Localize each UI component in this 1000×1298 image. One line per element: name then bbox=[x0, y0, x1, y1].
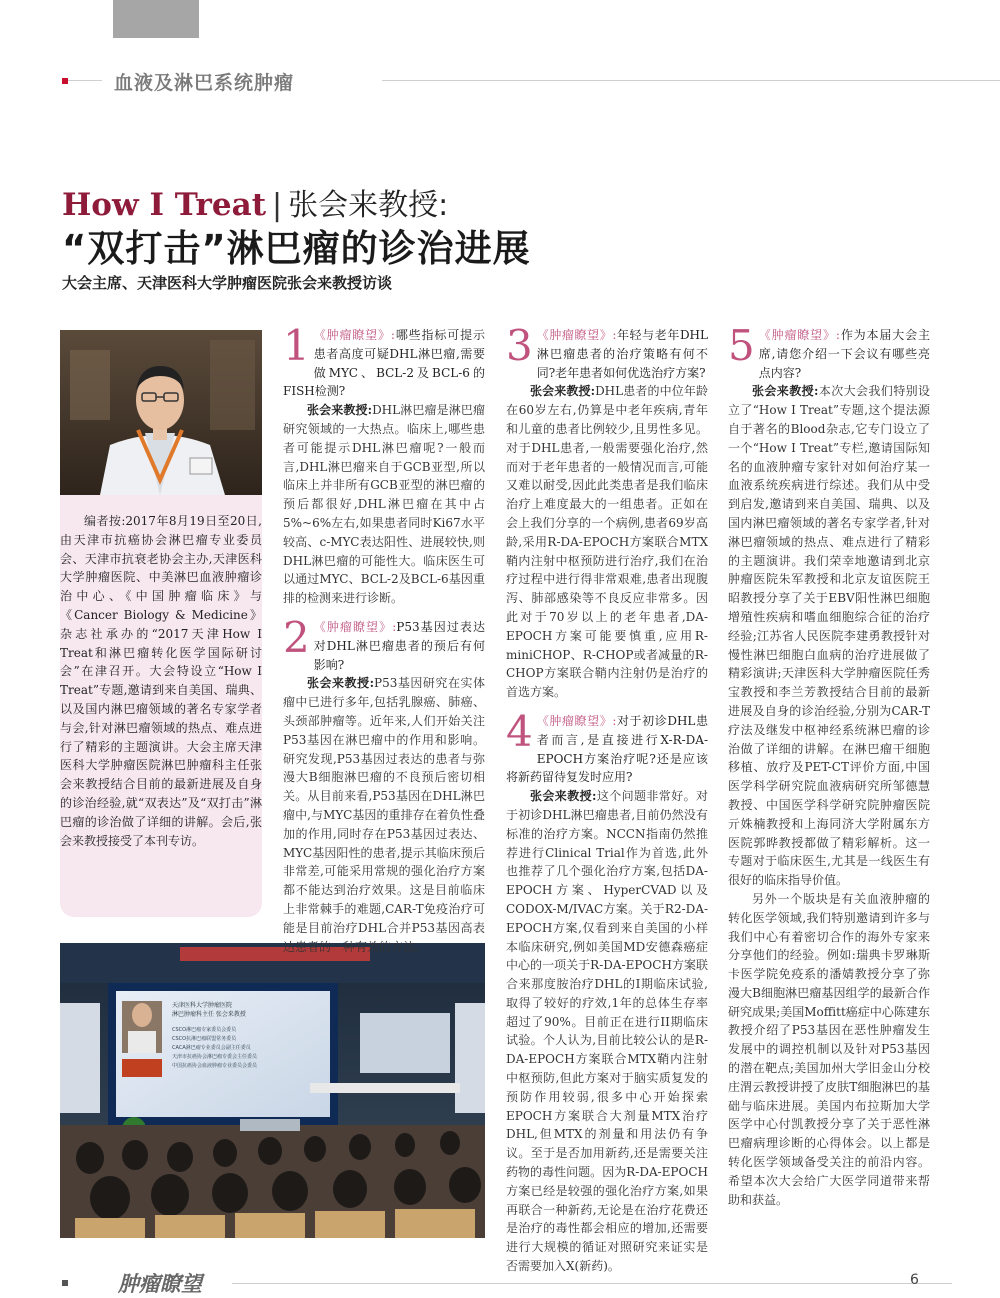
section-header bbox=[62, 66, 1000, 96]
answer-text: 这个问题非常好。对于初诊DHL淋巴瘤患者,目前仍然没有标准的治疗方案。NCCN指南仍然推荐进行Clinical Trial作为首选,此外也推荐了几个强化治疗方案,包括DA-EPOCH方案、HyperCVAD以及CODOX-M/IVAC方案。关于R2-DA-EPOCH方案,仅看到来自美国的小样本临床研究,例如美国MD安德森癌症中心的一项关于R-DA-EPOCH方案联合来那度胺治疗DHL的I期临床试验,取得了较好的疗效,1年的总体生存率超过了90%。目前正在进行II期临床试验。个人认为,目前比较公认的是R-DA-EPOCH方案联合MTX鞘内注射中枢预防,但此方案对于脑实质复发的预防作用较弱,很多中心开始探索EPOCH方案联合大剂量MTX治疗DHL,但MTX的剂量和用法仍有争议。至于是否加用新药,还是需要关注药物的毒性问题。因为R-DA-EPOCH方案已经是较强的强化治疗方案,如果再联合一种新药,无论是在治疗花费还是治疗的毒性都会相应的增加,还需要进行大规模的循证对照研究来证实是否需要加入X(新药)。 bbox=[506, 789, 708, 1274]
section-title: 血液及淋巴系统肿瘤 bbox=[114, 72, 295, 94]
answer-text: DHL淋巴瘤是淋巴瘤研究领域的一大热点。临床上,哪些患者可能提示DHL淋巴瘤呢?一般而言,DHL淋巴瘤来自于GCB亚型,所以临床上并非所有GCB亚型的淋巴瘤的预后都很好,DHL淋巴瘤在其中占5%~6%左右,如果患者同时Ki67水平较高、c-MYC表达阳性、进展较快,则DHL淋巴瘤的可能性大。临床医生可以通过MYC、BCL-2及BCL-6基因重排的检测来进行诊断。 bbox=[283, 403, 485, 606]
question-number: 1 bbox=[283, 321, 310, 370]
footer-brand: 肿瘤瞭望 bbox=[118, 1272, 202, 1296]
question-3 bbox=[506, 321, 708, 382]
question-text: 年轻与老年DHL淋巴瘤患者的治疗策略有何不同?老年患者如何优选治疗方案? bbox=[536, 328, 708, 380]
answer-1 bbox=[283, 401, 485, 608]
answer-label: 张会来教授: bbox=[307, 403, 373, 418]
header-bullet-icon bbox=[62, 78, 68, 84]
answer-5-continued: 另外一个版块是有关血液肿瘤的转化医学领域,我们特别邀请到许多与我们中心有着密切合作的海外专家来分享他们的经验。例如:瑞典卡罗琳斯卡医学院免疫系的潘婧教授分享了弥漫大B细胞淋巴瘤基因组学的最新合作研究成果;美国Moffitt癌症中心陈建东教授介绍了P53基因在恶性肿瘤发生发展中的调控机制以及针对P53基因的潜在靶点;美国加州大学旧金山分校庄渭云教授讲授了皮肤T细胞淋巴的基础与临床进展。美国内布拉斯加大学医学中心付凯教授分享了关于恶性淋巴瘤病理诊断的心得体会。以上都是转化医学领域备受关注的前沿内容。希望本次大会给广大医学同道带来帮助和获益。 bbox=[728, 891, 930, 1207]
title-line-2: “双打击”淋巴瘤的诊治进展 bbox=[62, 227, 531, 270]
portrait-photo bbox=[60, 330, 262, 495]
question-tag: 《肿瘤瞭望》: bbox=[536, 713, 617, 728]
title-speaker: 张会来教授: bbox=[288, 188, 449, 223]
answer-label: 张会来教授: bbox=[530, 789, 597, 804]
slide-bullet: CSCO淋巴瘤专家委员会委员 bbox=[172, 1027, 237, 1033]
title-english: How I Treat bbox=[62, 187, 267, 223]
question-1 bbox=[283, 321, 485, 401]
slide-title-1: 天津医科大学肿瘤医院 bbox=[172, 1002, 233, 1009]
title-separator: | bbox=[272, 188, 283, 223]
answer-text: DHL患者的中位年龄在60岁左右,仍算是中老年疾病,青年和儿童的患者比例较少,且男性多见。对于DHL患者,一般需要强化治疗,然而对于老年患者的一般情况而言,可能又难以耐受,因此此类患者是我们临床治疗上难度最大的一组患者。正如在会上我们分享的一个病例,患者69岁高龄,采用R-DA-EPOCH方案联合MTX鞘内注射中枢预防进行治疗,我们在治疗过程中进行得非常艰难,患者出现腹泻、肺部感染等不良反应非常多。因此对于70岁以上的老年患者,DA-EPOCH方案可能要慎重,应用R-miniCHOP、R-CHOP或者减量的R-CHOP方案联合鞘内注射仍是治疗的首选方案。 bbox=[506, 384, 708, 700]
question-tag: 《肿瘤瞭望》: bbox=[536, 328, 617, 342]
slide-title-2: 淋巴肿瘤科主任 张会来教授 bbox=[172, 1011, 246, 1018]
question-number: 4 bbox=[506, 706, 533, 756]
qa-column-3 bbox=[728, 321, 930, 1209]
question-text: 对于初诊DHL患者而言,是直接进行X-R-DA-EPOCH方案治疗呢?还是应该将新药留待复发时应用? bbox=[506, 713, 708, 785]
question-number: 3 bbox=[506, 321, 533, 370]
event-photo bbox=[60, 943, 485, 1238]
answer-3 bbox=[506, 382, 708, 702]
question-text: 作为本届大会主席,请您介绍一下会议有哪些亮点内容? bbox=[758, 328, 930, 380]
answer-label: 张会来教授: bbox=[530, 384, 596, 399]
answer-label: 张会来教授: bbox=[752, 384, 819, 399]
subtitle: 大会主席、天津医科大学肿瘤医院张会来教授访谈 bbox=[62, 274, 393, 292]
slide-bullet: 中国抗癌协会血液肿瘤专业委员会委员 bbox=[172, 1063, 258, 1069]
slide-bullet: CACA淋巴瘤专业委员会副主任委员 bbox=[172, 1045, 251, 1051]
answer-text: 本次大会我们特别设立了“How I Treat”专题,这个提法源自于著名的Blood杂志,它专门设立了一个“How I Treat”专栏,邀请国际知名的血液肿瘤专家针对如何治疗某一血液系统疾病进行综述。我们从中受到启发,邀请到来自美国、瑞典、以及国内淋巴瘤领域的著名专家学者,针对淋巴瘤领域的热点、难点进行了精彩的主题演讲。我们荣幸地邀请到北京肿瘤医院朱军教授和北京友谊医院王昭教授分享了关于EBV阳性淋巴细胞增殖性疾病和嗜血细胞综合征的治疗经验;江苏省人民医院李建勇教授针对慢性淋巴细胞白血病的治疗进展做了精彩演讲;天津医科大学肿瘤医院任秀宝教授和李兰芳教授结合目前的最新进展及自身的诊治经验,分别为CAR-T疗法及继发中枢神经系统淋巴瘤的诊治做了详细的讲解。在淋巴瘤干细胞移植、放疗及PET-CT评价方面,中国医学科学研究院血液病研究所邹德慧教授、中国医学科学研究院肿瘤医院亓姝楠教授和上海同济大学附属东方医院郭晔教授都做了精彩解析。这一专题对于临床医生,尤其是一线医生有很好的临床指导价值。 bbox=[728, 384, 930, 888]
slide-bullet: CSCO抗淋巴瘤联盟常务委员 bbox=[172, 1036, 237, 1042]
question-number: 2 bbox=[283, 612, 310, 662]
answer-5 bbox=[728, 382, 930, 890]
qa-column-1 bbox=[283, 321, 485, 956]
question-text: 哪些指标可提示患者高度可疑DHL淋巴瘤,需要做MYC、BCL-2及BCL-6的FISH检测? bbox=[283, 328, 485, 399]
question-text: P53基因过表达对DHL淋巴瘤患者的预后有何影响? bbox=[313, 619, 485, 672]
answer-text: P53基因研究在实体瘤中已进行多年,包括乳腺癌、肺癌、头颈部肿瘤等。近年来,人们开始关注P53基因在淋巴瘤中的作用和影响。研究发现,P53基因过表达的患者与弥漫大B细胞淋巴瘤的不良预后密切相关。从目前来看,P53基因在DHL淋巴瘤中,与MYC基因的重排存在着负性叠加的作用,同时存在P53基因过表达、MYC基因阳性的患者,提示其临床预后非常差,可能采用常规的强化治疗方案都不能达到治疗效果。这是目前临床上非常棘手的难题,CAR-T免疫治疗可能是目前治疗DHL合并P53基因高表达患者的一种有效的方法。 bbox=[283, 676, 485, 954]
question-5 bbox=[728, 321, 930, 382]
top-tab-block bbox=[113, 0, 199, 38]
footer-rule bbox=[232, 1283, 952, 1284]
answer-4 bbox=[506, 787, 708, 1276]
answer-2 bbox=[283, 674, 485, 956]
page-footer bbox=[62, 1268, 1000, 1295]
page-number: 6 bbox=[910, 1272, 919, 1288]
question-tag: 《肿瘤瞭望》: bbox=[313, 328, 395, 342]
question-number: 5 bbox=[728, 321, 755, 370]
question-tag: 《肿瘤瞭望》: bbox=[313, 619, 397, 634]
question-tag: 《肿瘤瞭望》: bbox=[758, 328, 840, 342]
answer-label: 张会来教授: bbox=[307, 676, 375, 691]
qa-column-2 bbox=[506, 321, 708, 1276]
editor-note-text: 编者按:2017年8月19日至20日,由天津市抗癌协会淋巴瘤专业委员会、天津市抗衰老协会主办,天津医科大学肿瘤医院、中美淋巴血液肿瘤诊治中心、《中国肿瘤临床》与《Cancer Biology & Medicine》杂志社承办的“2017天津How I Treat和淋巴瘤转化医学国际研讨会”在津召开。大会特设立“How I Treat”专题,邀请到来自美国、瑞典、以及国内淋巴瘤领域的著名专家学者与会,针对淋巴瘤领域的热点、难点进行了精彩的主题演讲。大会主席天津医科大学肿瘤医院淋巴肿瘤科主任张会来教授结合目前的最新进展及自身的诊治经验,就“双表达”及“双打击”淋巴瘤的诊治做了详细的讲解。会后,张会来教授接受了本刊专访。 bbox=[60, 514, 262, 848]
editor-note bbox=[60, 512, 262, 850]
question-4 bbox=[506, 706, 708, 787]
footer-bullet-icon bbox=[62, 1280, 68, 1286]
question-2 bbox=[283, 612, 485, 674]
slide-bullet: 天津市抗癌协会淋巴瘤专委会主任委员 bbox=[172, 1054, 258, 1060]
